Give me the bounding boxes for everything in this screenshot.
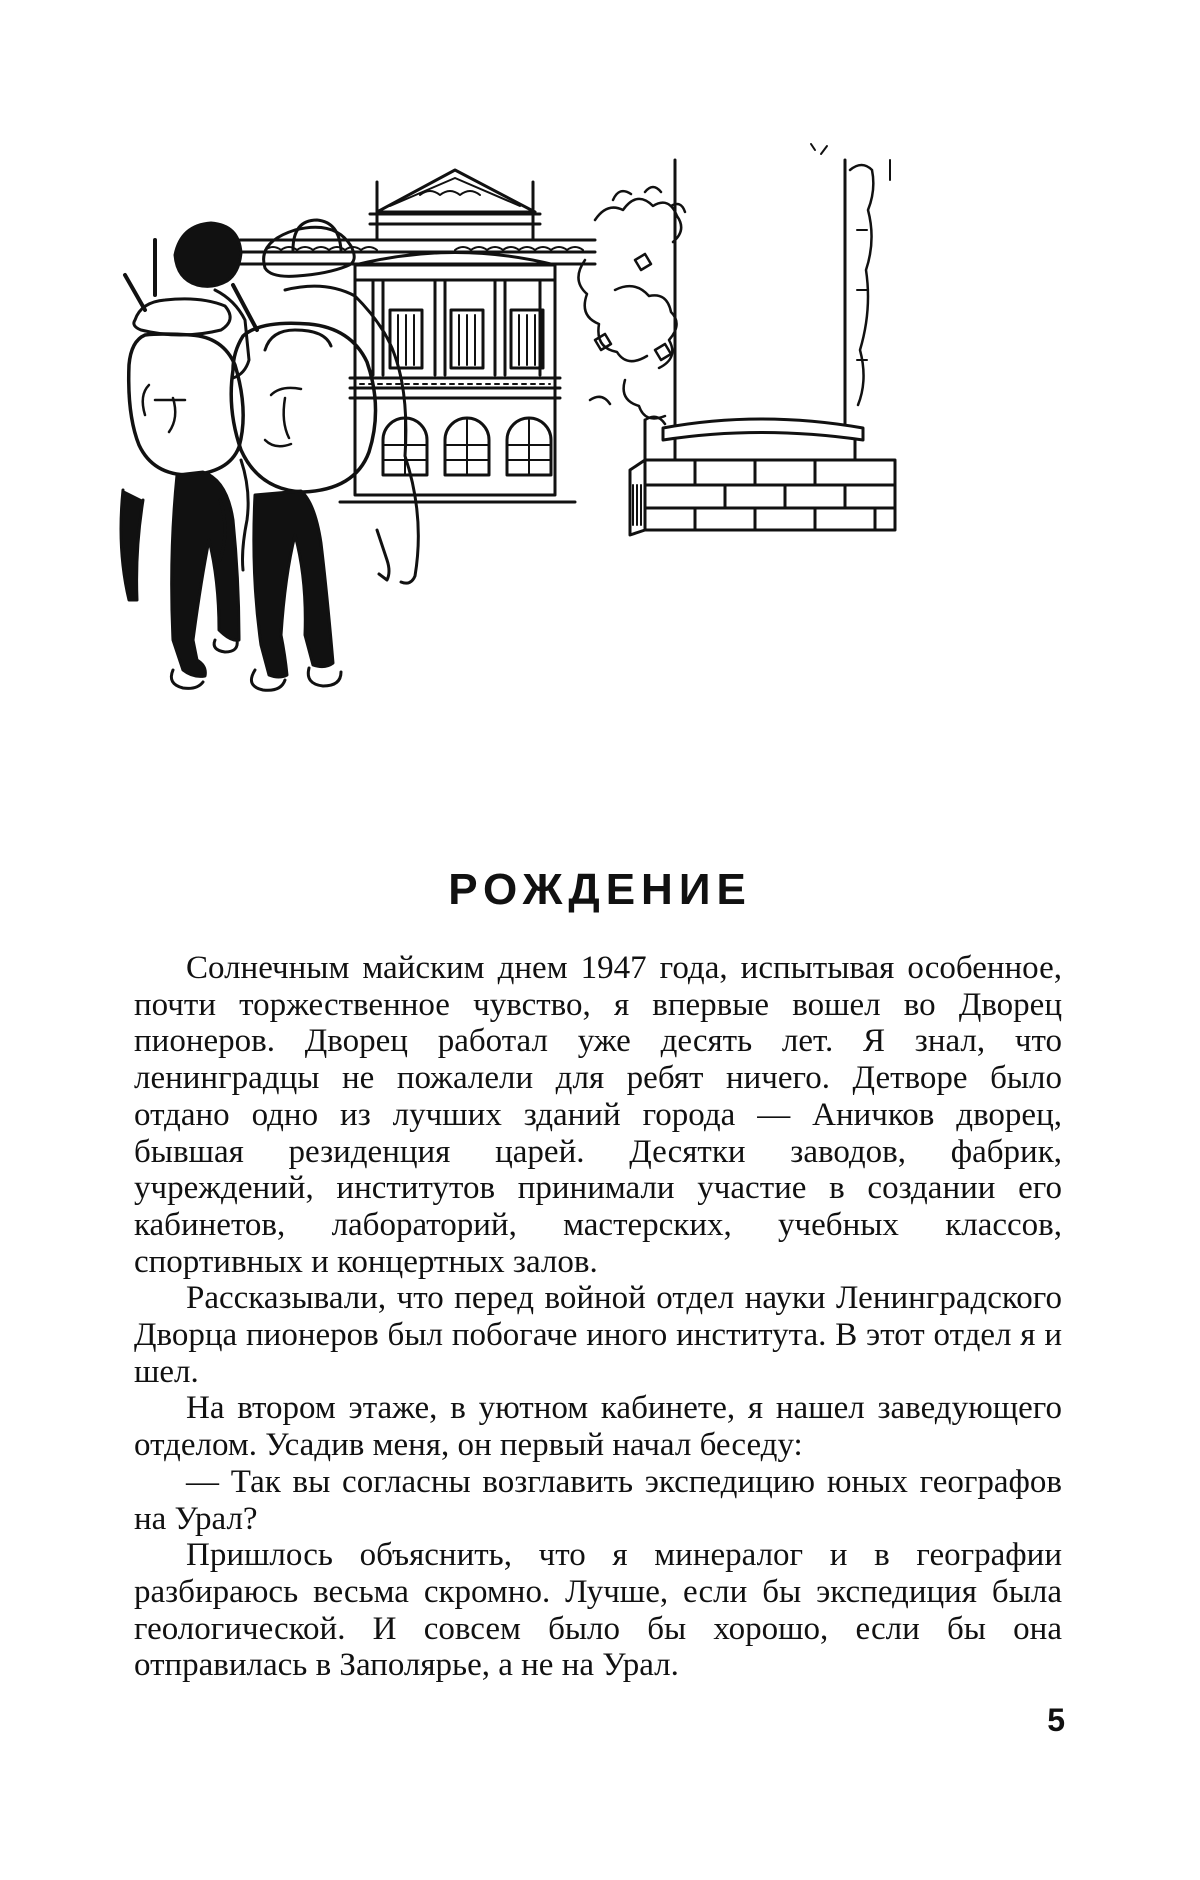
paragraph: Рассказывали, что перед войной отдел науки Ленинградского Дворца пионеров был побогаче иного института. В этот отдел я и шел. — [134, 1280, 1062, 1390]
hiker-left — [121, 223, 249, 688]
paragraph: На втором этаже, в уютном кабинете, я нашел заведующего отделом. Усадив меня, он первый начал беседу: — [134, 1390, 1062, 1463]
paragraph: Пришлось объяснить, что я минералог и в географии разбираюсь весьма скромно. Лучше, если бы экспедиция была геологической. И совсем было бы хорошо, если бы она отправилась в Заполярье, а не на Урал. — [134, 1537, 1062, 1684]
hiker-right — [220, 220, 418, 690]
book-page — [0, 0, 1200, 1880]
paragraph: Солнечным майским днем 1947 года, испытывая особенное, почти торжественное чувство, я впервые вошел во Дворец пионеров. Дворец работал уже десять лет. Я знал, что ленинградцы не пожалели для ребят ничего. Детворе было отдано одно из лучших зданий города — Аничков дворец, бывшая резиденция царей. Десятки заводов, фабрик, учреждений, институтов принимали участие в создании его кабинетов, лабораторий, мастерских, учебных классов, спортивных и концертных залов. — [134, 950, 1062, 1280]
page-number: 5 — [1040, 1702, 1065, 1739]
paragraph: — Так вы согласны возглавить экспедицию юных географов на Урал? — [134, 1464, 1062, 1537]
palace-building — [155, 170, 595, 502]
tree — [578, 187, 685, 500]
two-hikers-walking-to-palace-icon — [115, 140, 1090, 800]
chapter-title: РОЖДЕНИЕ — [0, 865, 1200, 915]
body-text — [134, 950, 1062, 1684]
